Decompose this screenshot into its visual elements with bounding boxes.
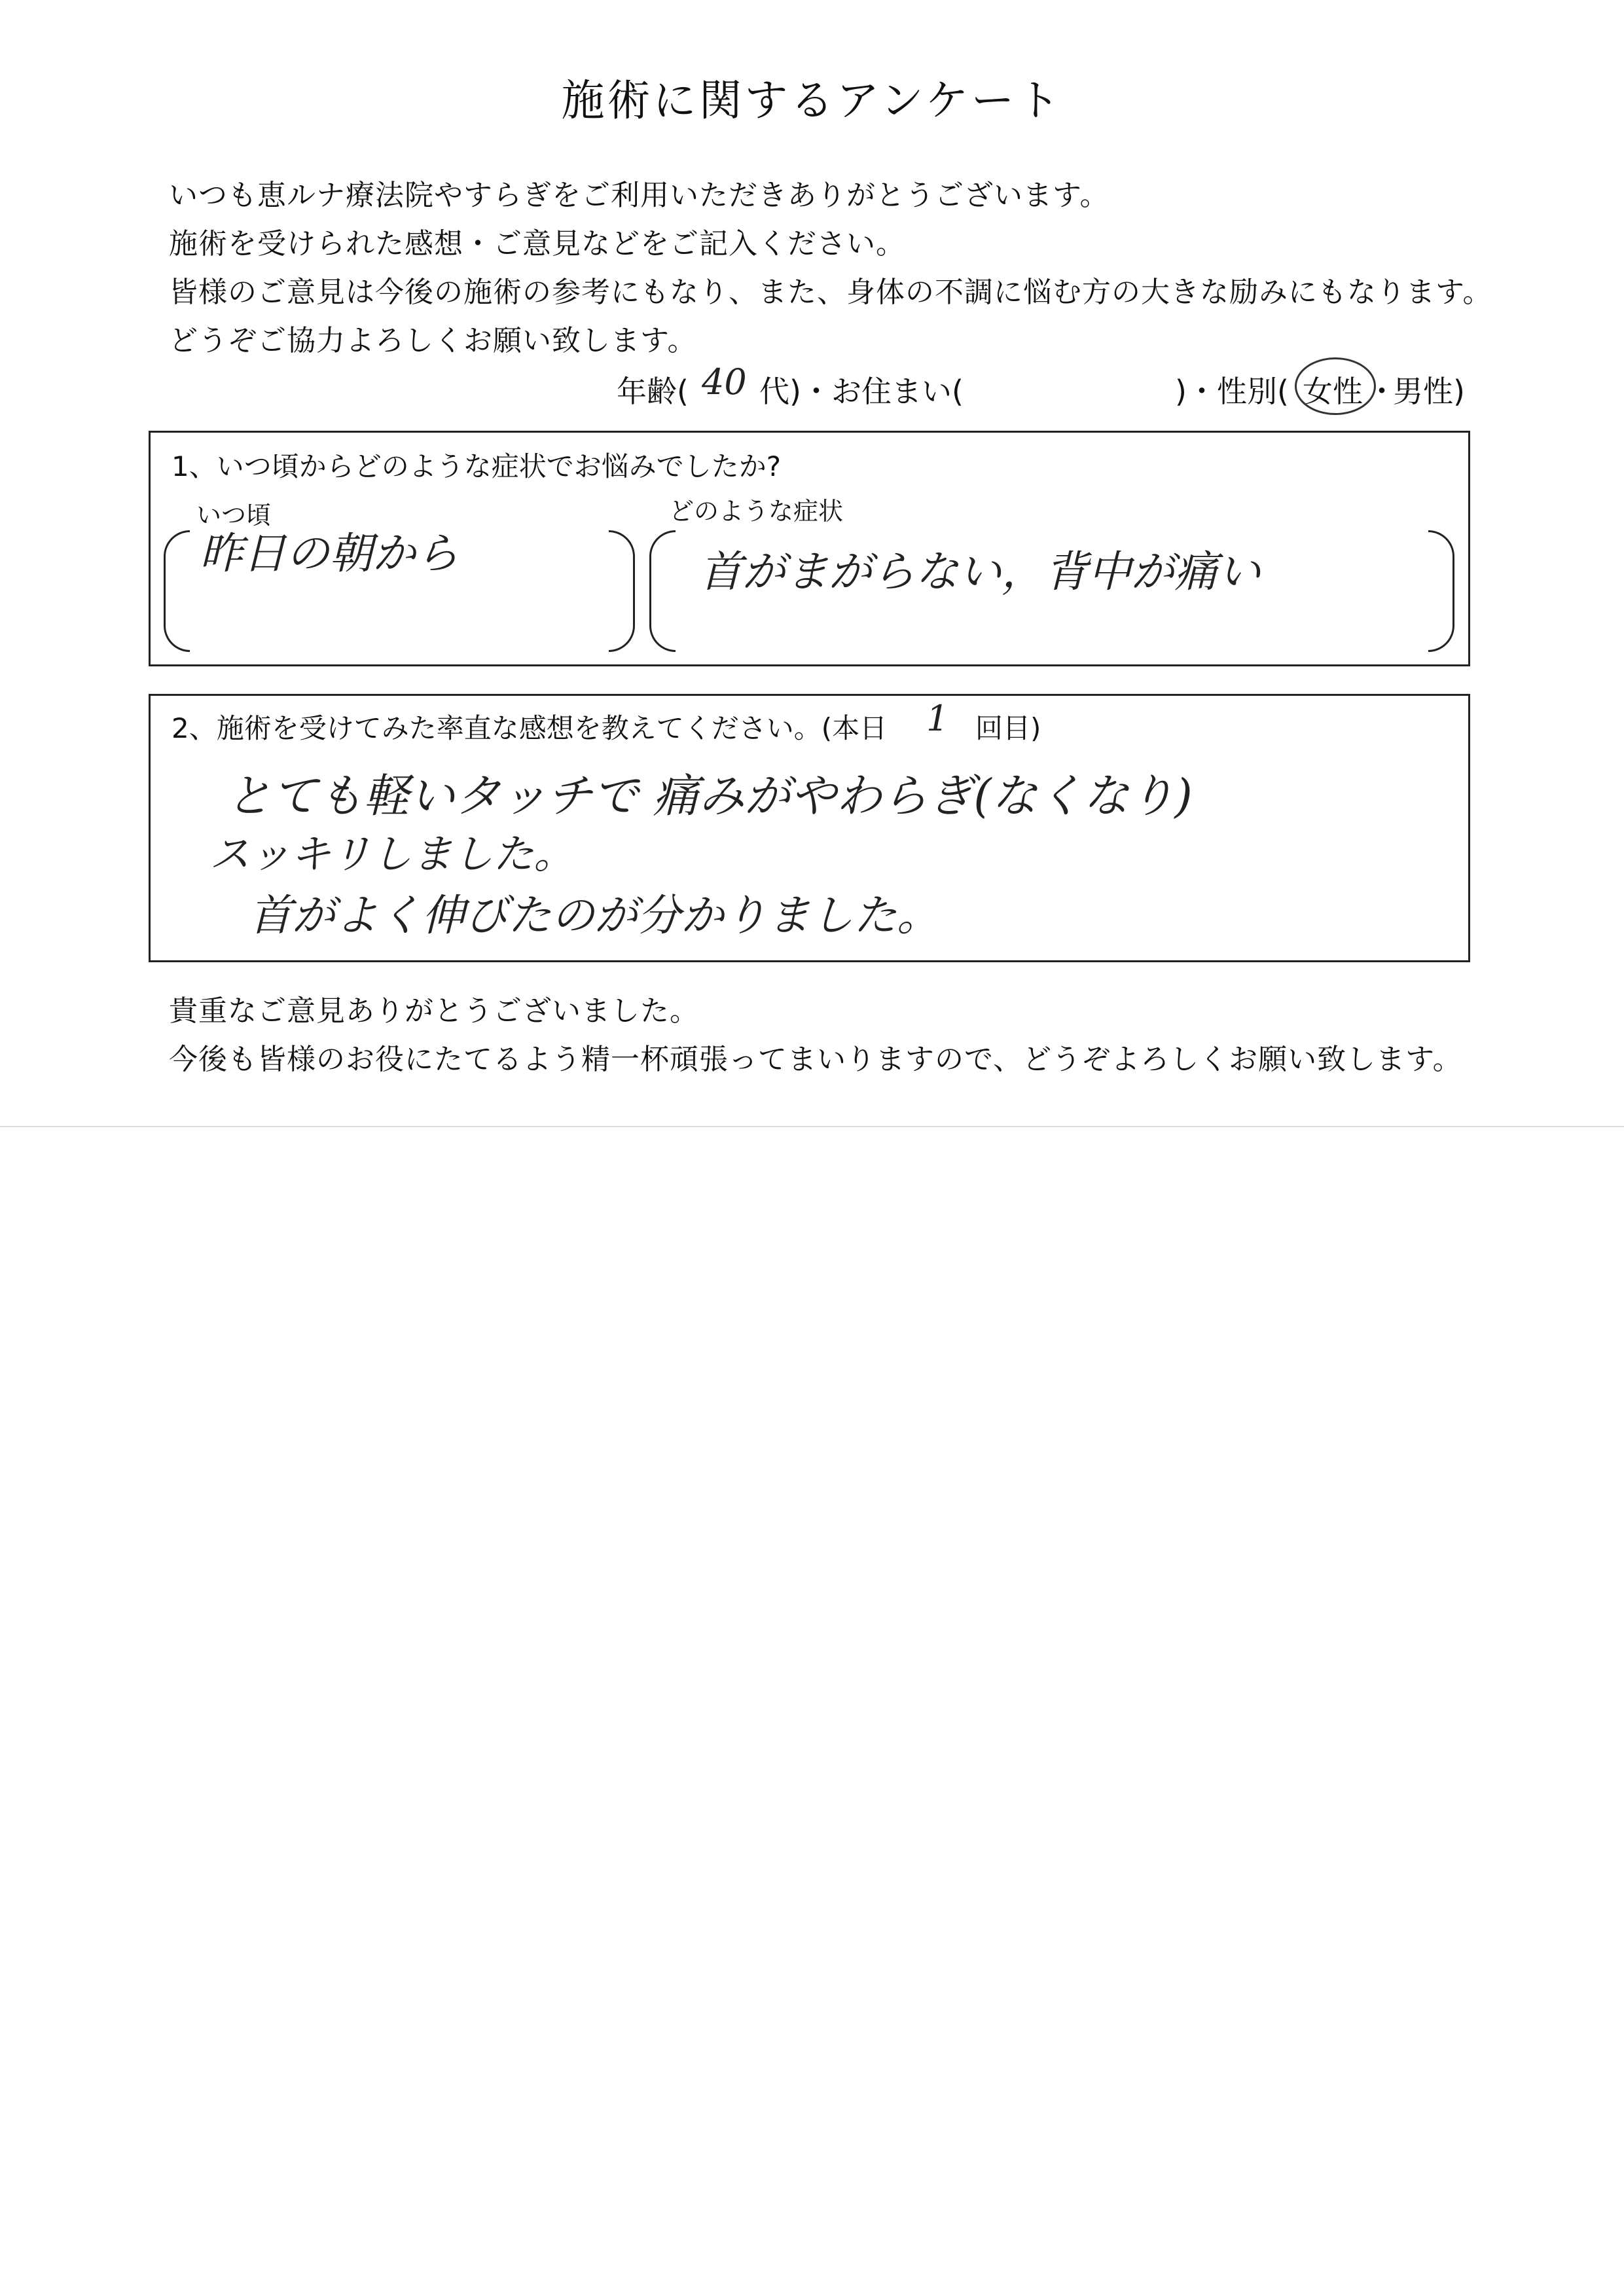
intro-line-4: どうぞご協力よろしくお願い致します。 bbox=[169, 324, 697, 357]
age-suffix: 代)・お住まい( bbox=[759, 374, 964, 409]
selected-gender-circle bbox=[1295, 357, 1376, 415]
intro-line-1: いつも恵ルナ療法院やすらぎをご利用いただきありがとうございます。 bbox=[169, 179, 1110, 212]
when-left-bracket bbox=[164, 530, 190, 652]
intro-line-3: 皆様のご意見は今後の施術の参考にもなり、また、身体の不調に悩む方の大きな励みにもなります。 bbox=[169, 276, 1492, 309]
question-1-label: 1、いつ頃からどのような症状でお悩みでしたか? bbox=[171, 450, 782, 482]
scan-edge-line bbox=[0, 1126, 1624, 1127]
when-answer[interactable]: 昨日の朝から bbox=[200, 528, 459, 579]
closing-line-2: 今後も皆様のお役にたてるよう精一杯頑張ってまいりますので、どうぞよろしくお願い致します。 bbox=[169, 1043, 1462, 1076]
closing-line-1: 貴重なご意見ありがとうございました。 bbox=[169, 994, 699, 1028]
gender-option-male[interactable]: 男性) bbox=[1393, 374, 1465, 409]
visit-suffix: 回目) bbox=[975, 712, 1041, 744]
intro-line-2: 施術を受けられた感想・ご意見などをご記入ください。 bbox=[169, 227, 905, 261]
gender-prefix: )・性別( bbox=[1175, 374, 1289, 409]
page-title: 施術に関するアンケート bbox=[561, 75, 1063, 126]
visit-count[interactable]: 1 bbox=[926, 698, 949, 739]
when-label: いつ頃 bbox=[196, 501, 272, 530]
answer-line-3[interactable]: 首がよく伸びたのが分かりました。 bbox=[249, 890, 940, 941]
question-2-label: 2、施術を受けてみた率直な感想を教えてください。(本日 bbox=[171, 712, 888, 744]
gender-option-female[interactable]: 女性 bbox=[1303, 374, 1363, 409]
gender-separator: ・ bbox=[1367, 374, 1397, 409]
symptom-left-bracket bbox=[649, 530, 676, 652]
symptom-label: どのような症状 bbox=[669, 497, 844, 526]
age-value[interactable]: 40 bbox=[702, 361, 747, 403]
when-right-bracket bbox=[609, 530, 635, 652]
answer-line-1[interactable]: とても軽いタッチで 痛みがやわらぎ(なくなり) bbox=[226, 769, 1193, 823]
symptom-right-bracket bbox=[1428, 530, 1454, 652]
symptom-answer[interactable]: 首がまがらない，背中が痛い bbox=[699, 547, 1261, 597]
age-label: 年齢( bbox=[617, 374, 689, 409]
answer-line-2[interactable]: スッキリしました。 bbox=[209, 830, 575, 878]
